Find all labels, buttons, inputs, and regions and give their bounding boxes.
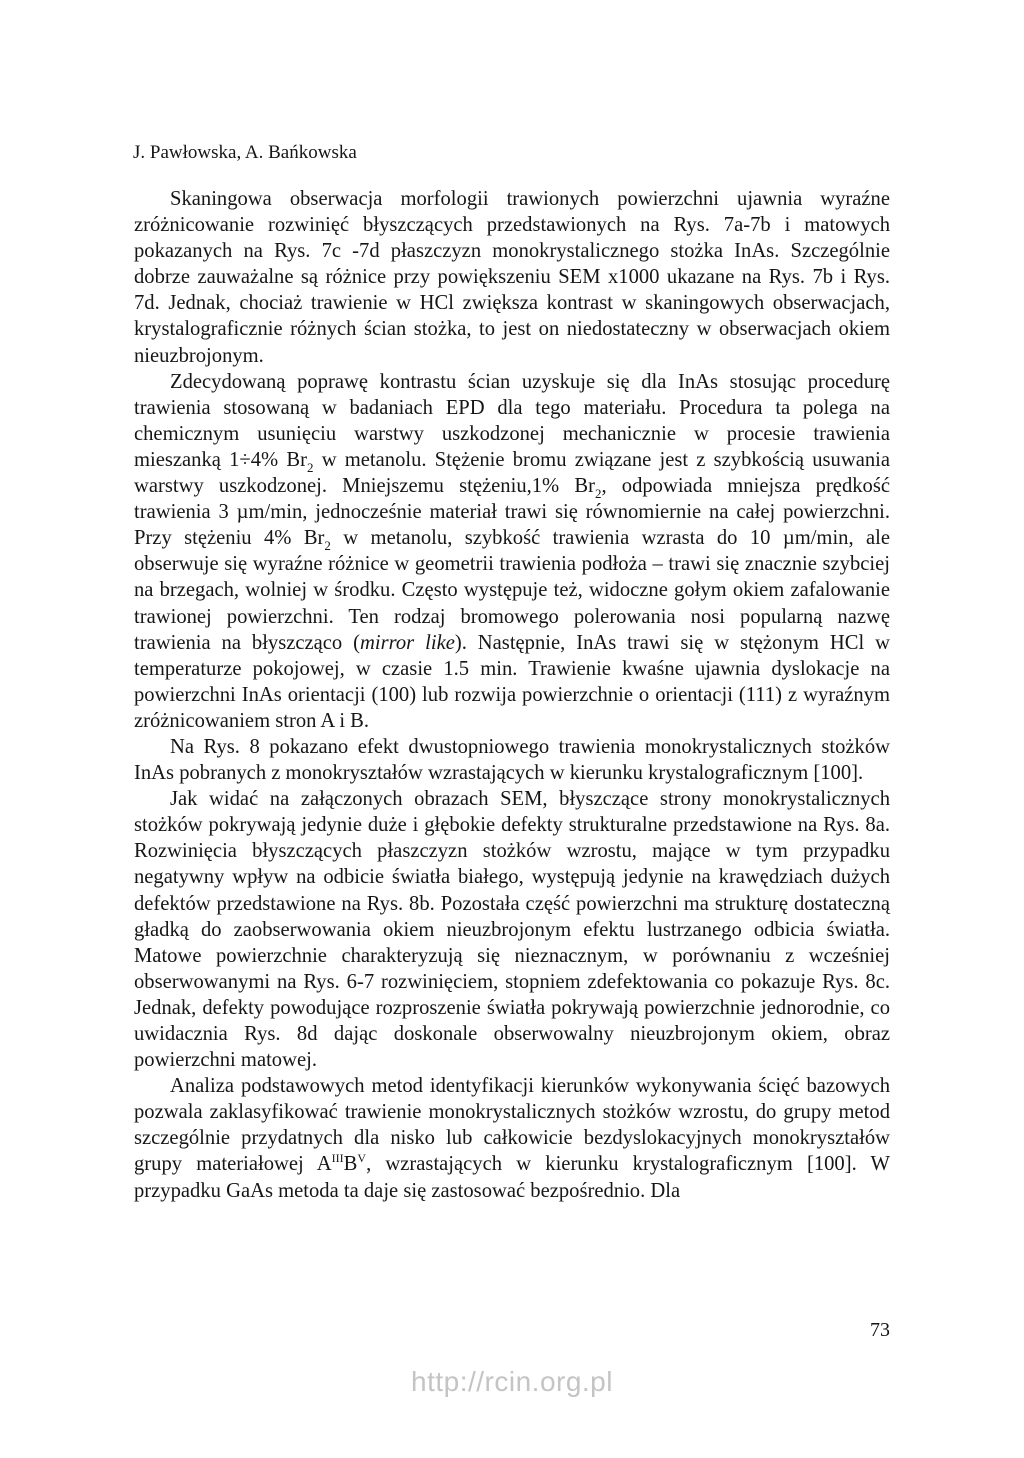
paragraph-2-text: w metanolu. Stężenie bromu związane jest z szybkością usuwania warstwy uszkodzonej. Mniejszemu stężeniu,1% Br	[134, 448, 891, 498]
subscript: 2	[324, 538, 331, 554]
paragraph-5-text: , wzrastających w kierunku krystalograficznym [100]. W przypadku GaAs metoda ta daje się zastosować bezpośrednio. Dla	[134, 1153, 890, 1202]
running-head: J. Pawłowska, A. Bańkowska	[133, 142, 357, 163]
watermark-url: http://rcin.org.pl	[411, 1366, 613, 1397]
paragraph-5	[134, 1073, 890, 1203]
paragraph-4: Jak widać na załączonych obrazach SEM, błyszczące strony monokrystalicznych stożków pokrywają jedynie duże i głębokie defekty strukturalne przedstawione na Rys. 8a. Rozwinięcia błyszczących płaszczyzn stożków wzrostu, mające w tym przypadku negatywny wpływ na odbicie światła białego, występują jedynie na krawędziach dużych defektów przedstawione na Rys. 8b. Pozostała część powierzchni ma strukturę dostateczną gładką do zaobserwowania okiem nieuzbrojonym efektu lustrzanego odbicia światła. Matowe powierzchnie charakteryzują się nieznacznym, w porównaniu z wcześniej obserwowanymi na Rys. 6-7 rozwinięciem, stopniem zdefektowania co pokazuje Rys. 8c. Jednak, defekty powodujące rozproszenie światła pokrywają powierzchnie jednorodnie, co uwidacznia Rys. 8d dając doskonale obserwowalny nieuzbrojonym okiem, obraz powierzchni matowej.	[134, 788, 890, 1072]
paragraph-2-text: , odpowiada mniejsza prędkość trawienia 3 µm/min, jednocześnie materiał trawi się równomiernie na całej powierzchni. Przy stężeniu 4% Br	[134, 475, 890, 550]
superscript: V	[357, 1151, 367, 1166]
paragraph-2-text: Zdecydowaną poprawę kontrastu ścian uzyskuje się dla InAs stosując procedurę trawienia stosowaną w badaniach EPD dla tego materiału. Procedura ta polega na chemicznym usunięciu warstwy uszkodzonej mechanicznie w procesie trawienia mieszanką 1÷4% Br	[134, 370, 890, 471]
paragraph-5-text: Analiza podstawowych metod identyfikacji kierunków wykonywania ścięć bazowych pozwala zaklasyfikować trawienie monokrystalicznych stożków wzrostu, do grupy metod szczególnie przydatnych dla nisko lub całkowicie bezdyslokacyjnych monokryształów grupy materiałowej A	[134, 1075, 890, 1176]
superscript: III	[331, 1151, 344, 1166]
paragraph-2	[134, 369, 890, 734]
italic-term: mirror like	[360, 631, 455, 654]
paragraph-3: Na Rys. 8 pokazano efekt dwustopniowego trawienia monokrystalicznych stożków InAs pobranych z monokryształów wzrastających w kierunku krystalograficznym [100].	[134, 735, 890, 785]
paragraph-1: Skaningowa obserwacja morfologii trawionych powierzchni ujawnia wyraźne zróżnicowanie rozwinięć błyszczących przedstawionych na Rys. 7a-7b i matowych pokazanych na Rys. 7c -7d płaszczyzn monokrystalicznego stożka InAs. Szczególnie dobrze zauważalne są różnice przy powiększeniu SEM x1000 ukazane na Rys. 7b i Rys. 7d. Jednak, chociaż trawienie w HCl zwiększa kontrast w skaningowych obserwacjach, krystalograficznie różnych ścian stożka, to jest on niedostateczny w obserwacjach okiem nieuzbrojonym.	[134, 188, 890, 367]
page-number: 73	[870, 1319, 890, 1341]
paragraph-5-text: B	[343, 1153, 358, 1176]
paragraph-2-text: w metanolu, szybkość trawienia wzrasta do 10 µm/min, ale obserwuje się wyraźne różnice w geometrii trawienia podłoża – trawi się znacznie szybciej na brzegach, wolniej w środku. Często występuje też, widoczne gołym okiem zafalowanie trawionej powierzchni. Ten rodzaj bromowego polerowania nosi popularną nazwę trawienia na błyszcząco (	[134, 527, 890, 654]
subscript: 2	[306, 459, 314, 475]
subscript: 2	[594, 486, 602, 502]
paragraph-2-text: ). Następnie, InAs trawi się w stężonym HCl w temperaturze pokojowej, w czasie 1.5 min. Trawienie kwaśne ujawnia dyslokacje na powierzchni InAs orientacji (100) lub rozwija powierzchnie o orientacji (111) z wyraźnym zróżnicowaniem stron A i B.	[134, 631, 891, 732]
body-text	[134, 186, 890, 1204]
